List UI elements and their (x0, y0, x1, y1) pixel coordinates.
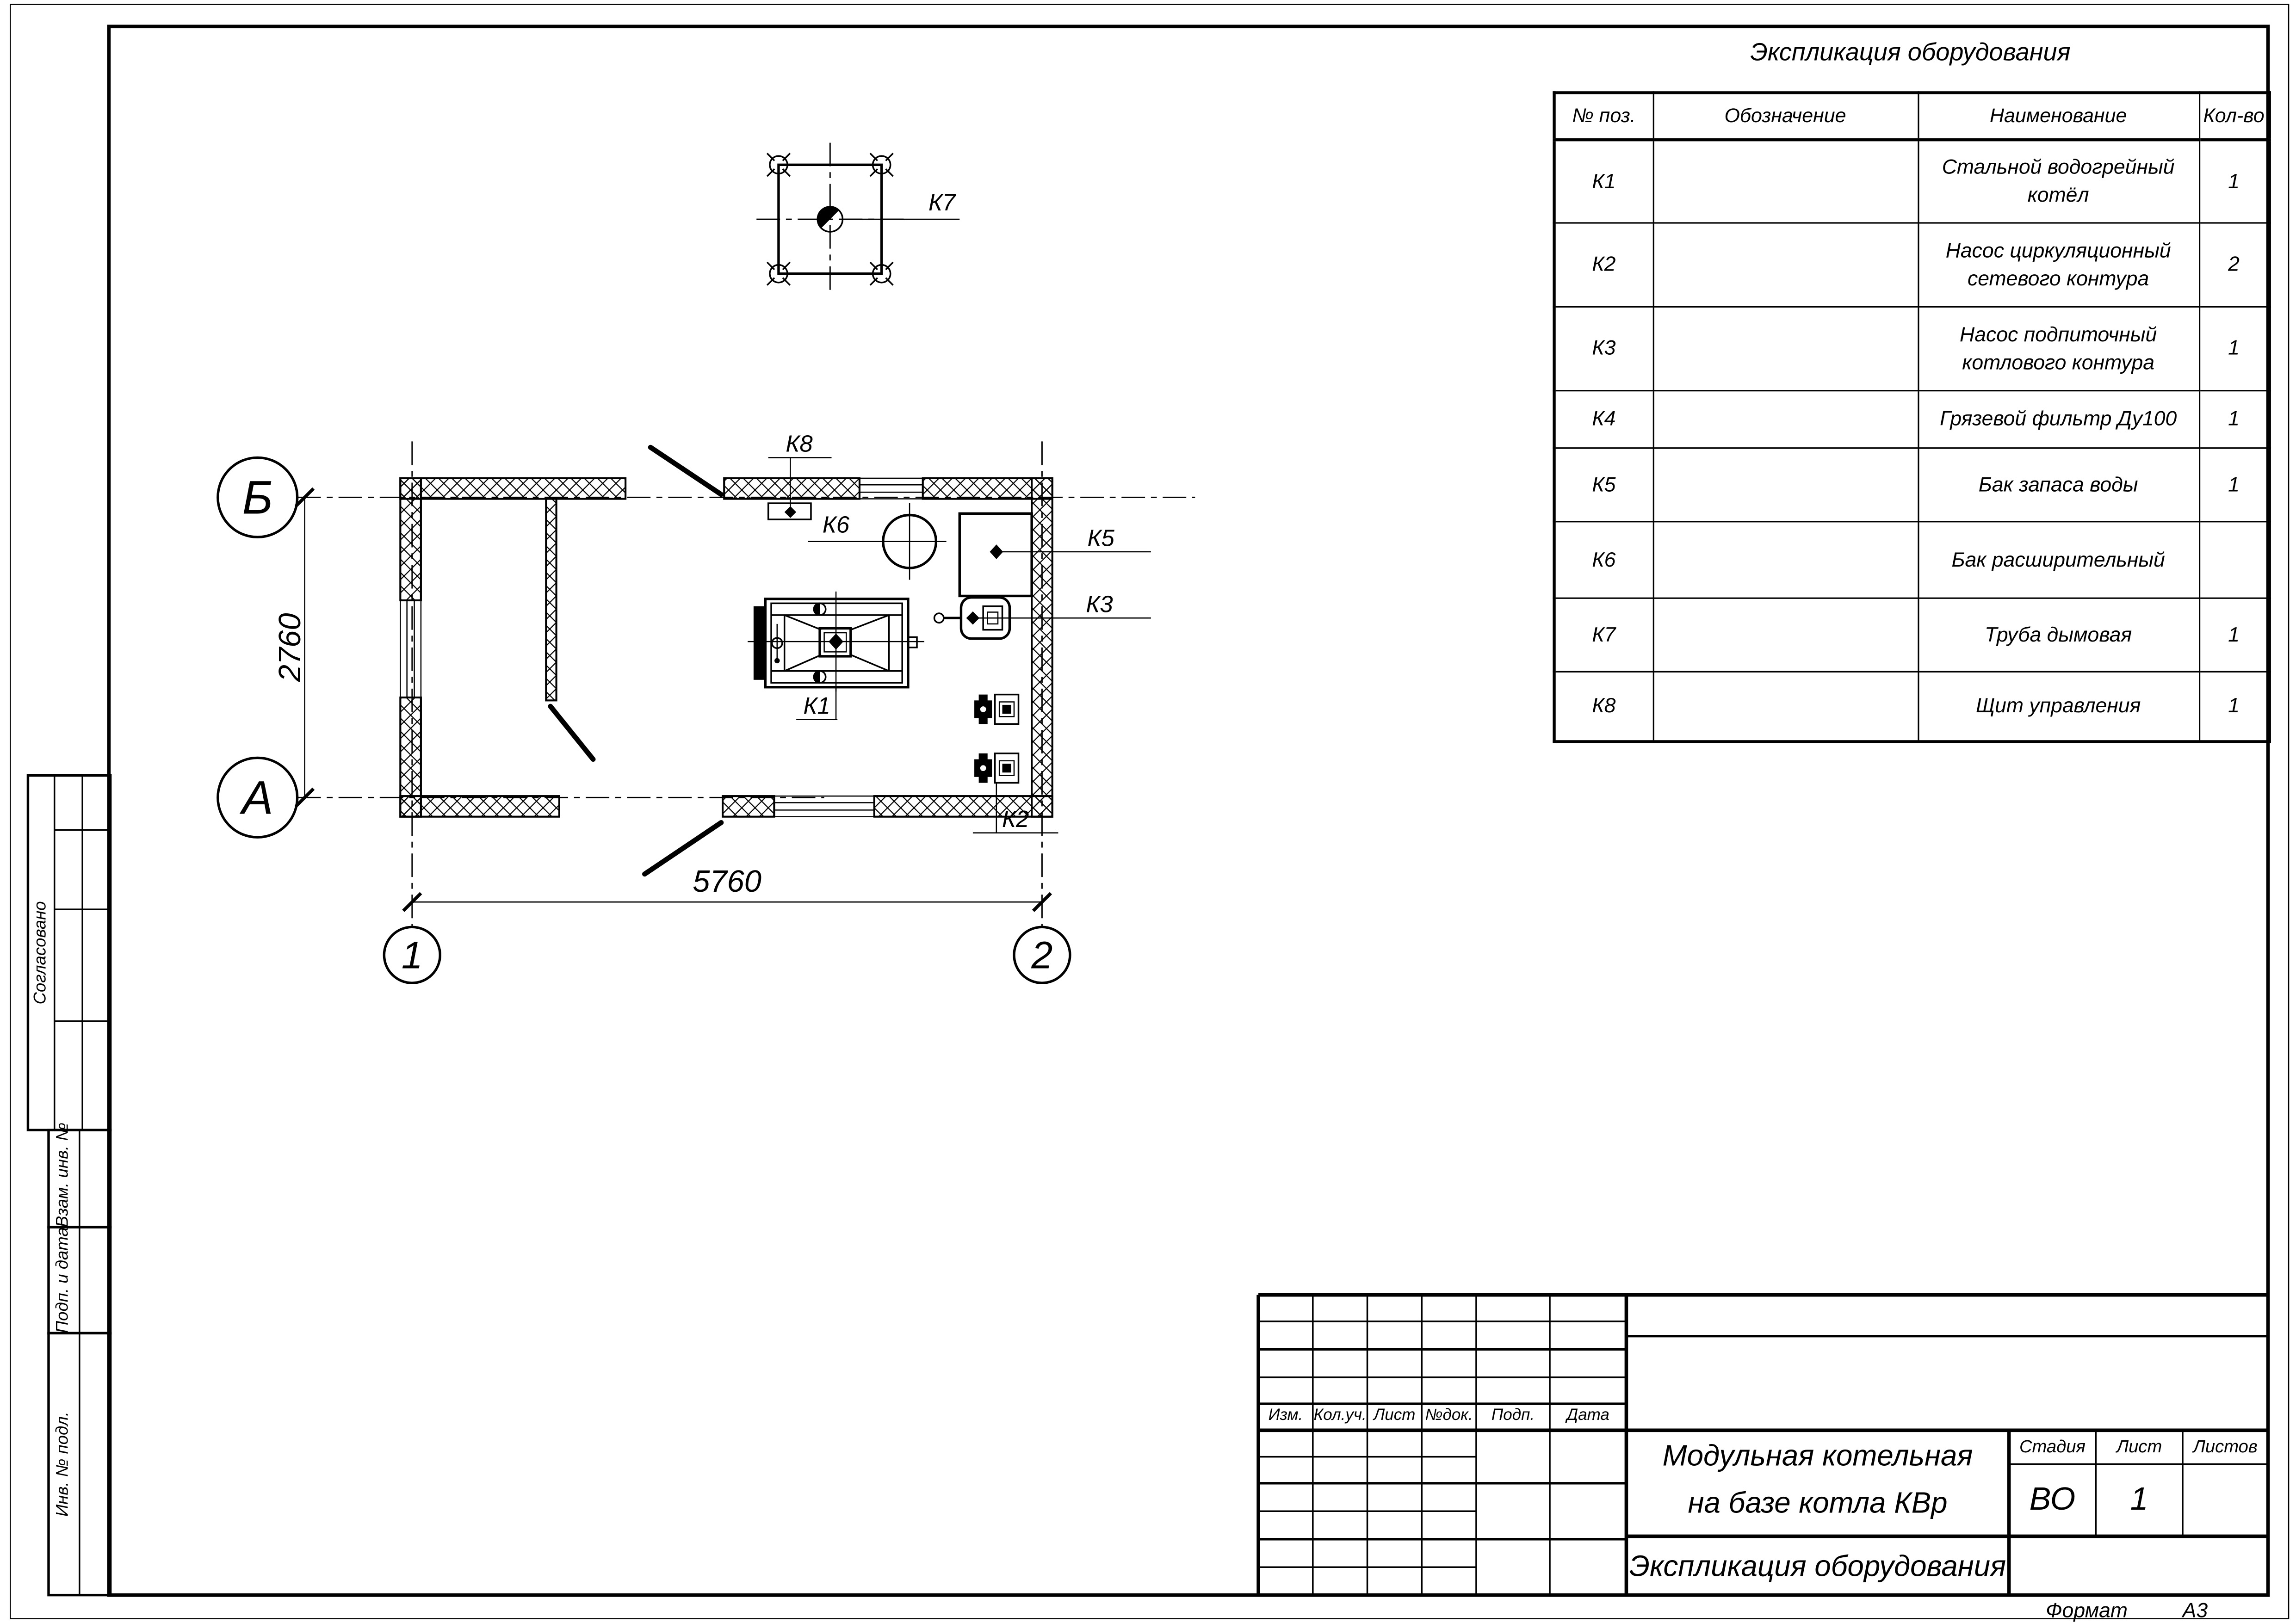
format-value: А3 (2182, 1598, 2208, 1622)
project-title-line2: на базе котла КВр (1688, 1487, 1948, 1520)
label-k8: К8 (786, 430, 813, 457)
table-row (1554, 598, 2270, 671)
walls (400, 478, 1052, 817)
format-label: Формат (2046, 1598, 2128, 1622)
boiler-k1-symbol (748, 592, 924, 720)
axis-label-1: 1 (401, 933, 423, 977)
col-header-qty: Кол-во (2199, 93, 2270, 140)
cell-qty: 1 (2199, 671, 2270, 742)
col-header-name: Наименование (1918, 93, 2199, 140)
project-title-line1: Модульная котельная (1662, 1440, 1973, 1473)
rev-header-data: Дата (1566, 1407, 1609, 1425)
equipment-table (1553, 91, 2271, 743)
cell-name: Насос циркуляционный сетевого контура (1918, 222, 2199, 306)
door-leaf-partition (551, 706, 593, 759)
label-k7: К7 (928, 189, 956, 216)
cell-name: Бак запаса воды (1918, 447, 2199, 521)
water-tank-k5-symbol (959, 513, 1151, 596)
label-k1: К1 (803, 692, 830, 719)
table-row (1554, 222, 2270, 306)
cell-qty: 1 (2199, 447, 2270, 521)
cell-designation (1653, 222, 1918, 306)
side-stamp-sign-date: Подп. и дата (54, 1227, 72, 1333)
floor-plan (218, 143, 1195, 983)
cell-name: Стальной водогрейный котёл (1918, 140, 2199, 222)
table-row (1554, 140, 2270, 222)
cell-name: Щит управления (1918, 671, 2199, 742)
cell-pos: К7 (1554, 598, 1653, 671)
table-row (1554, 671, 2270, 742)
cell-qty: 1 (2199, 140, 2270, 222)
table-row (1554, 306, 2270, 390)
cell-name: Бак расширительный (1918, 521, 2199, 597)
cell-pos: К4 (1554, 390, 1653, 447)
cell-designation (1653, 390, 1918, 447)
cell-name: Грязевой фильтр Ду100 (1918, 390, 2199, 447)
rev-header-izm: Изм. (1268, 1407, 1303, 1425)
label-k2: К2 (1002, 805, 1029, 832)
side-stamp-inv-orig: Инв. № подл. (54, 1412, 72, 1517)
cell-qty: 1 (2199, 390, 2270, 447)
cell-name: Насос подпиточный котлового контура (1918, 306, 2199, 390)
cell-pos: К8 (1554, 671, 1653, 742)
cell-pos: К6 (1554, 521, 1653, 597)
cell-designation (1653, 140, 1918, 222)
label-k5: К5 (1087, 525, 1114, 551)
chimney-k7-symbol (756, 143, 959, 296)
rev-header-podp: Подп. (1491, 1407, 1535, 1425)
cell-designation (1653, 598, 1918, 671)
table-row (1554, 390, 2270, 447)
cell-designation (1653, 671, 1918, 742)
sheets-header: Листов (2193, 1436, 2258, 1457)
cell-pos: К1 (1554, 140, 1653, 222)
cell-designation (1653, 521, 1918, 597)
label-k6: К6 (822, 511, 850, 538)
dim-text-2760: 2760 (273, 613, 308, 682)
col-header-designation: Обозначение (1653, 93, 1918, 140)
side-stamp-replace-inv: Взам. инв. № (54, 1122, 72, 1228)
axis-label-2: 2 (1031, 933, 1053, 977)
rev-header-koluch: Кол.уч. (1313, 1407, 1367, 1425)
format-note (2046, 1598, 2208, 1623)
cell-qty: 1 (2199, 598, 2270, 671)
cell-qty (2199, 521, 2270, 597)
side-stamp-approved: Согласовано (32, 901, 50, 1005)
door-leaf-top (650, 447, 721, 494)
label-k3: К3 (1086, 591, 1113, 617)
cell-pos: К3 (1554, 306, 1653, 390)
table-row (1554, 447, 2270, 521)
sheet-value: 1 (2130, 1480, 2148, 1518)
equipment-table-title: Экспликация оборудования (1750, 38, 2071, 67)
stage-value: ВО (2029, 1480, 2076, 1518)
rev-header-list: Лист (1374, 1407, 1416, 1425)
table-row (1554, 521, 2270, 597)
rev-header-ndok: №док. (1425, 1407, 1473, 1425)
axis-label-b: Б (242, 471, 273, 524)
cell-pos: К2 (1554, 222, 1653, 306)
stage-header: Стадия (2019, 1436, 2086, 1457)
cell-designation (1653, 447, 1918, 521)
cell-name: Труба дымовая (1918, 598, 2199, 671)
cell-qty: 2 (2199, 222, 2270, 306)
cell-pos: К5 (1554, 447, 1653, 521)
cell-designation (1653, 306, 1918, 390)
dim-text-5760: 5760 (693, 864, 761, 899)
axis-label-a: А (241, 771, 273, 824)
sheet-title: Экспликация оборудования (1629, 1551, 2006, 1584)
col-header-pos: № поз. (1554, 93, 1653, 140)
sheet-header: Лист (2117, 1436, 2162, 1457)
cell-qty: 1 (2199, 306, 2270, 390)
